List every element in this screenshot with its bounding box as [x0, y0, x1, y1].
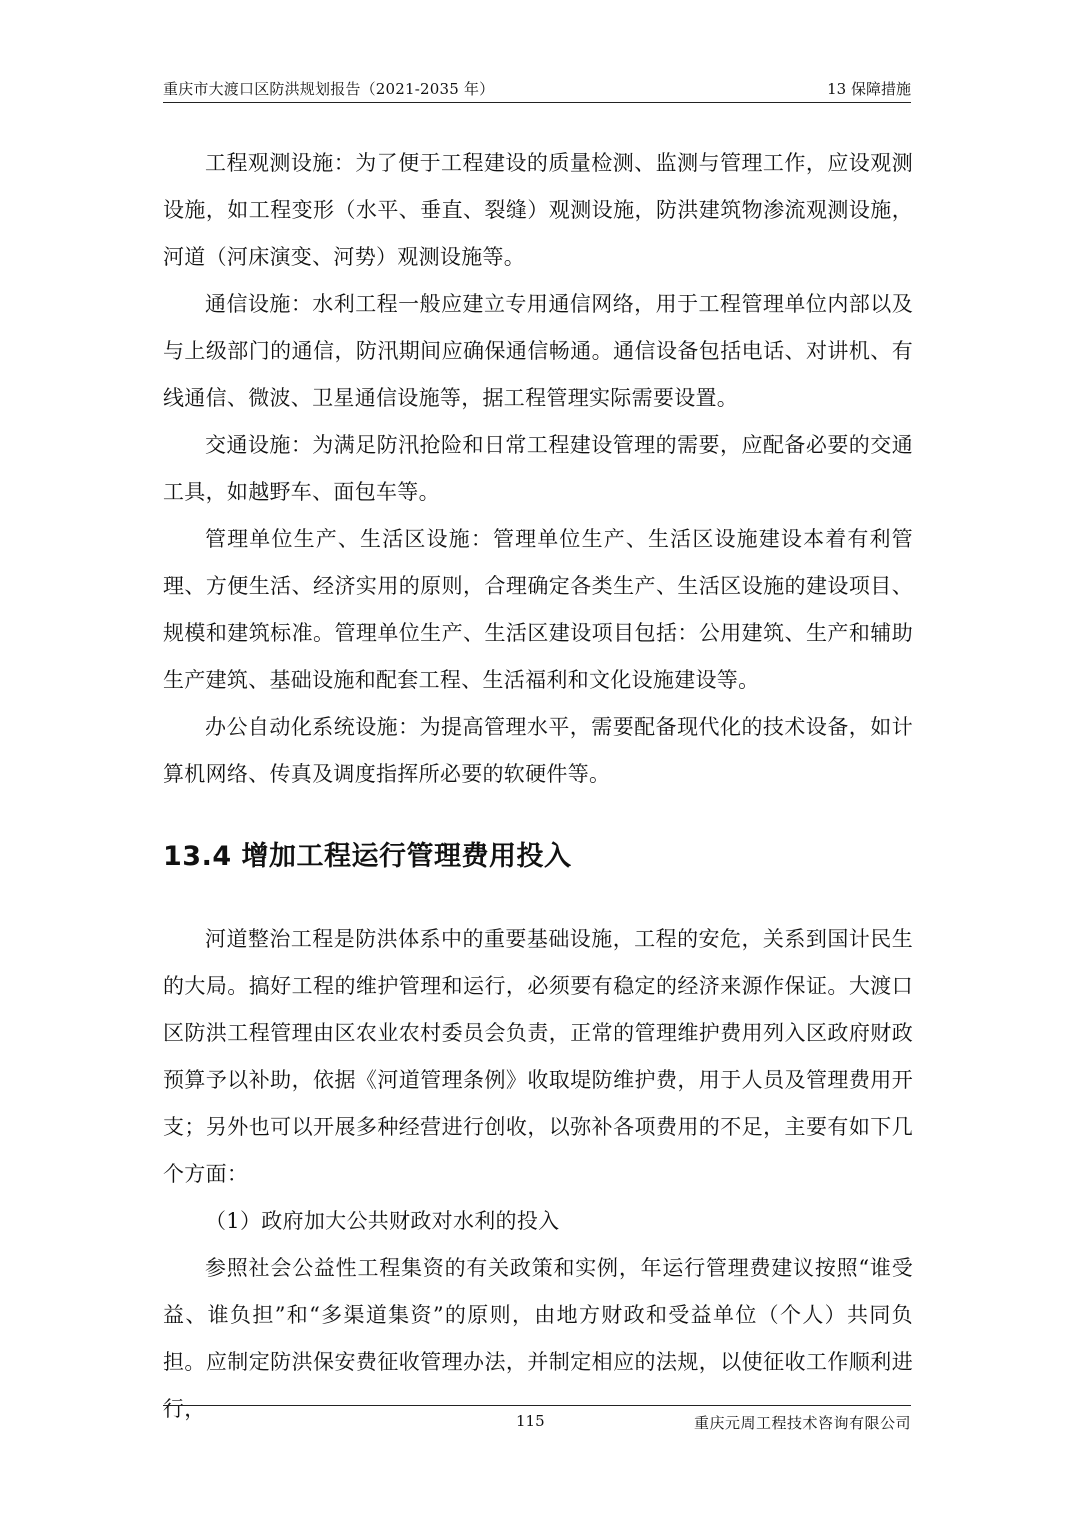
page-number: 115 — [516, 1412, 545, 1430]
paragraph-fund-raising: 参照社会公益性工程集资的有关政策和实例，年运行管理费建议按照“谁受益、谁负担”和“多渠道集资”的原则，由地方财政和受益单位（个人）共同负担。应制定防洪保安费征收管理办法，并制定相应的法规，以使征收工作顺利进行， — [163, 1256, 913, 1421]
paragraph-communication-facilities: 通信设施：水利工程一般应建立专用通信网络，用于工程管理单位内部以及与上级部门的通信，防汛期间应确保通信畅通。通信设备包括电话、对讲机、有线通信、微波、卫星通信设施等，据工程管理实际需要设置。 — [163, 292, 913, 410]
document-title: 重庆市大渡口区防洪规划报告（2021-2035 年） — [163, 80, 495, 98]
paragraph-transport-facilities: 交通设施：为满足防汛抢险和日常工程建设管理的需要，应配备必要的交通工具，如越野车、面包车等。 — [163, 433, 913, 504]
list-item-government-investment: （1）政府加大公共财政对水利的投入 — [205, 1209, 560, 1233]
chapter-title: 13 保障措施 — [827, 80, 911, 98]
page-header — [163, 76, 911, 103]
page-footer — [163, 1405, 911, 1436]
page-body — [163, 140, 913, 1433]
company-name: 重庆元周工程技术咨询有限公司 — [693, 1414, 911, 1432]
section-heading: 13.4 增加工程运行管理费用投入 — [163, 841, 572, 872]
paragraph-office-automation: 办公自动化系统设施：为提高管理水平，需要配备现代化的技术设备，如计算机网络、传真及调度指挥所必要的软硬件等。 — [163, 715, 913, 786]
paragraph-living-area-facilities: 管理单位生产、生活区设施：管理单位生产、生活区设施建设本着有利管理、方便生活、经济实用的原则，合理确定各类生产、生活区设施的建设项目、规模和建筑标准。管理单位生产、生活区建设项目包括：公用建筑、生产和辅助生产建筑、基础设施和配套工程、生活福利和文化设施建设等。 — [163, 527, 913, 692]
paragraph-river-regulation: 河道整治工程是防洪体系中的重要基础设施，工程的安危，关系到国计民生的大局。搞好工程的维护管理和运行，必须要有稳定的经济来源作保证。大渡口区防洪工程管理由区农业农村委员会负责，正常的管理维护费用列入区政府财政预算予以补助，依据《河道管理条例》收取堤防维护费，用于人员及管理费用开支；另外也可以开展多种经营进行创收，以弥补各项费用的不足，主要有如下几个方面： — [163, 927, 913, 1186]
paragraph-observation-facilities: 工程观测设施：为了便于工程建设的质量检测、监测与管理工作，应设观测设施，如工程变形（水平、垂直、裂缝）观测设施，防洪建筑物渗流观测设施，河道（河床演变、河势）观测设施等。 — [163, 151, 913, 269]
